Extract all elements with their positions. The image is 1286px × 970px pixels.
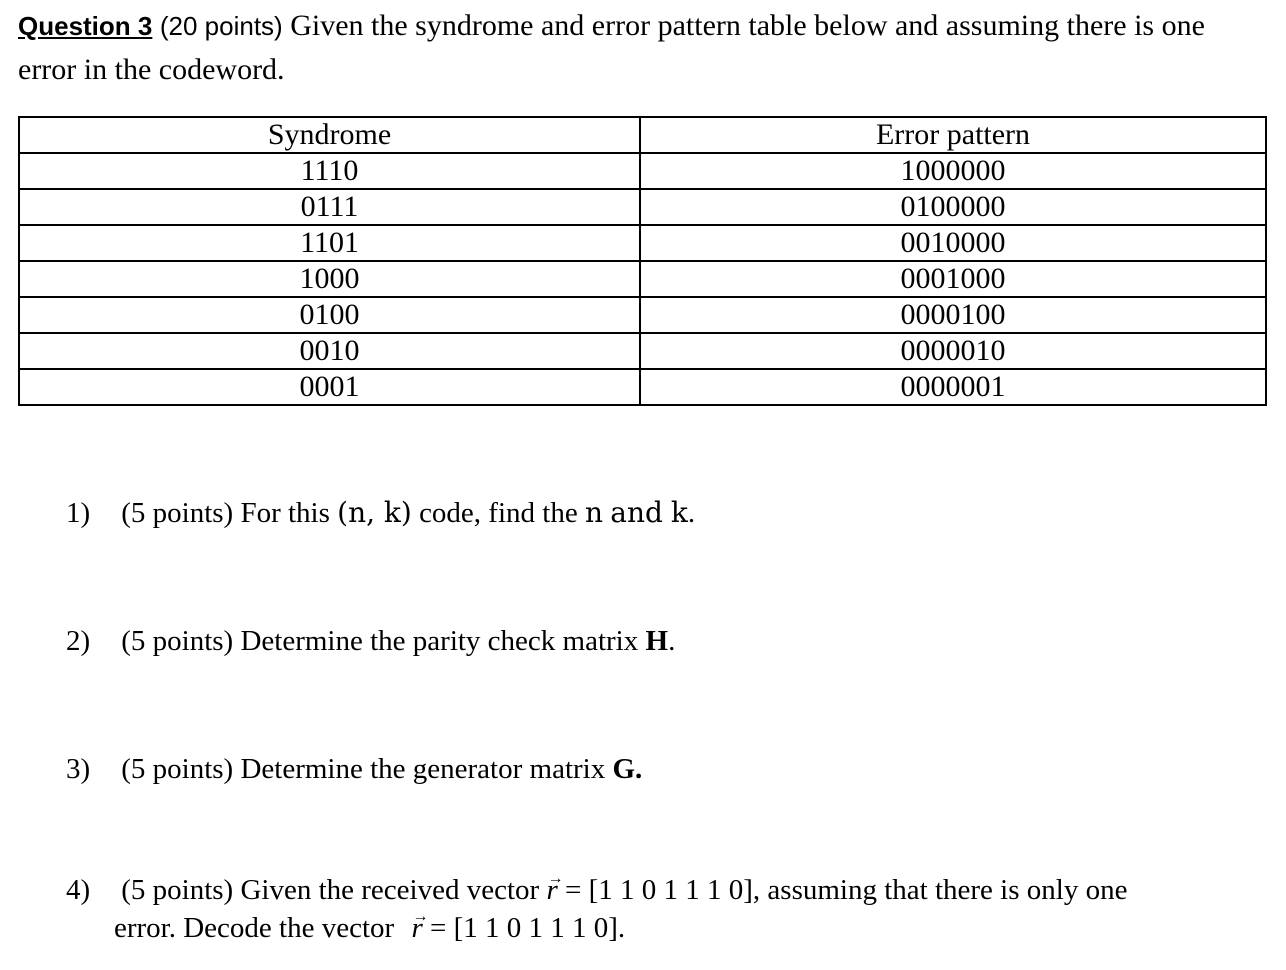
item-text: error. Decode the vector — [114, 912, 395, 944]
table-row — [19, 333, 1266, 369]
equals-sign: = — [429, 912, 447, 944]
table-row — [19, 369, 1266, 405]
error-pattern-cell: 0010000 — [640, 225, 1266, 261]
item-text: Determine the parity check matrix — [240, 625, 639, 657]
syndrome-cell: 0010 — [19, 333, 640, 369]
table-row — [19, 225, 1266, 261]
table-row — [19, 261, 1266, 297]
syndrome-cell: 1101 — [19, 225, 640, 261]
received-vector-value: [1 1 0 1 1 1 0] — [588, 874, 753, 906]
item-points: (5 points) — [121, 753, 234, 785]
matrix-h-symbol: H — [645, 625, 669, 657]
table-row — [19, 297, 1266, 333]
item-end: . — [668, 625, 676, 657]
syndrome-cell: 1000 — [19, 261, 640, 297]
item-points: (5 points) — [121, 497, 234, 529]
question-label: Question 3 — [18, 11, 153, 41]
sub-question-1 — [66, 494, 695, 532]
header-error-pattern: Error pattern — [640, 117, 1266, 153]
error-pattern-cell: 0000100 — [640, 297, 1266, 333]
error-pattern-cell: 0000001 — [640, 369, 1266, 405]
item-number: 3) — [66, 753, 91, 785]
table-header-row — [19, 117, 1266, 153]
item-text: For this — [240, 497, 330, 529]
syndrome-cell: 1110 — [19, 153, 640, 189]
item-text: Determine the generator matrix — [240, 753, 606, 785]
received-vector-symbol: → r — [546, 872, 557, 909]
syndrome-cell: 0111 — [19, 189, 640, 225]
item-points: (5 points) — [121, 874, 234, 906]
item-end: . — [687, 497, 696, 529]
question-prompt: Given the syndrome and error pattern table below and assuming there is one error in the codeword. — [18, 9, 1205, 86]
and-word: and — [610, 496, 663, 529]
k-symbol: k — [670, 496, 688, 529]
error-pattern-cell: 1000000 — [640, 153, 1266, 189]
table-row — [19, 153, 1266, 189]
received-vector-symbol: → r — [411, 910, 422, 947]
error-pattern-cell: 0000010 — [640, 333, 1266, 369]
item-text: , assuming that there is only one — [752, 874, 1128, 906]
received-vector-value: [1 1 0 1 1 1 0]. — [453, 912, 626, 944]
sub-question-4 — [66, 872, 1127, 909]
sub-question-2 — [66, 623, 675, 660]
item-points: (5 points) — [121, 625, 234, 657]
matrix-g-symbol: G. — [612, 753, 643, 785]
question-points: (20 points) — [159, 11, 283, 41]
syndrome-cell: 0001 — [19, 369, 640, 405]
equals-sign: = — [564, 874, 582, 906]
item-text: code, find the — [419, 497, 578, 529]
item-number: 1) — [66, 497, 91, 529]
item-number: 4) — [66, 874, 91, 906]
sub-question-3 — [66, 751, 642, 788]
item-text: Given the received vector — [240, 874, 540, 906]
syndrome-table — [18, 116, 1267, 406]
n-symbol: n — [584, 496, 603, 529]
table-row — [19, 189, 1266, 225]
error-pattern-cell: 0100000 — [640, 189, 1266, 225]
error-pattern-cell: 0001000 — [640, 261, 1266, 297]
nk-notation: (n, k) — [337, 496, 412, 529]
question-header — [18, 4, 1268, 92]
header-syndrome: Syndrome — [19, 117, 640, 153]
syndrome-cell: 0100 — [19, 297, 640, 333]
sub-question-4-line-2 — [114, 910, 625, 947]
item-number: 2) — [66, 625, 91, 657]
